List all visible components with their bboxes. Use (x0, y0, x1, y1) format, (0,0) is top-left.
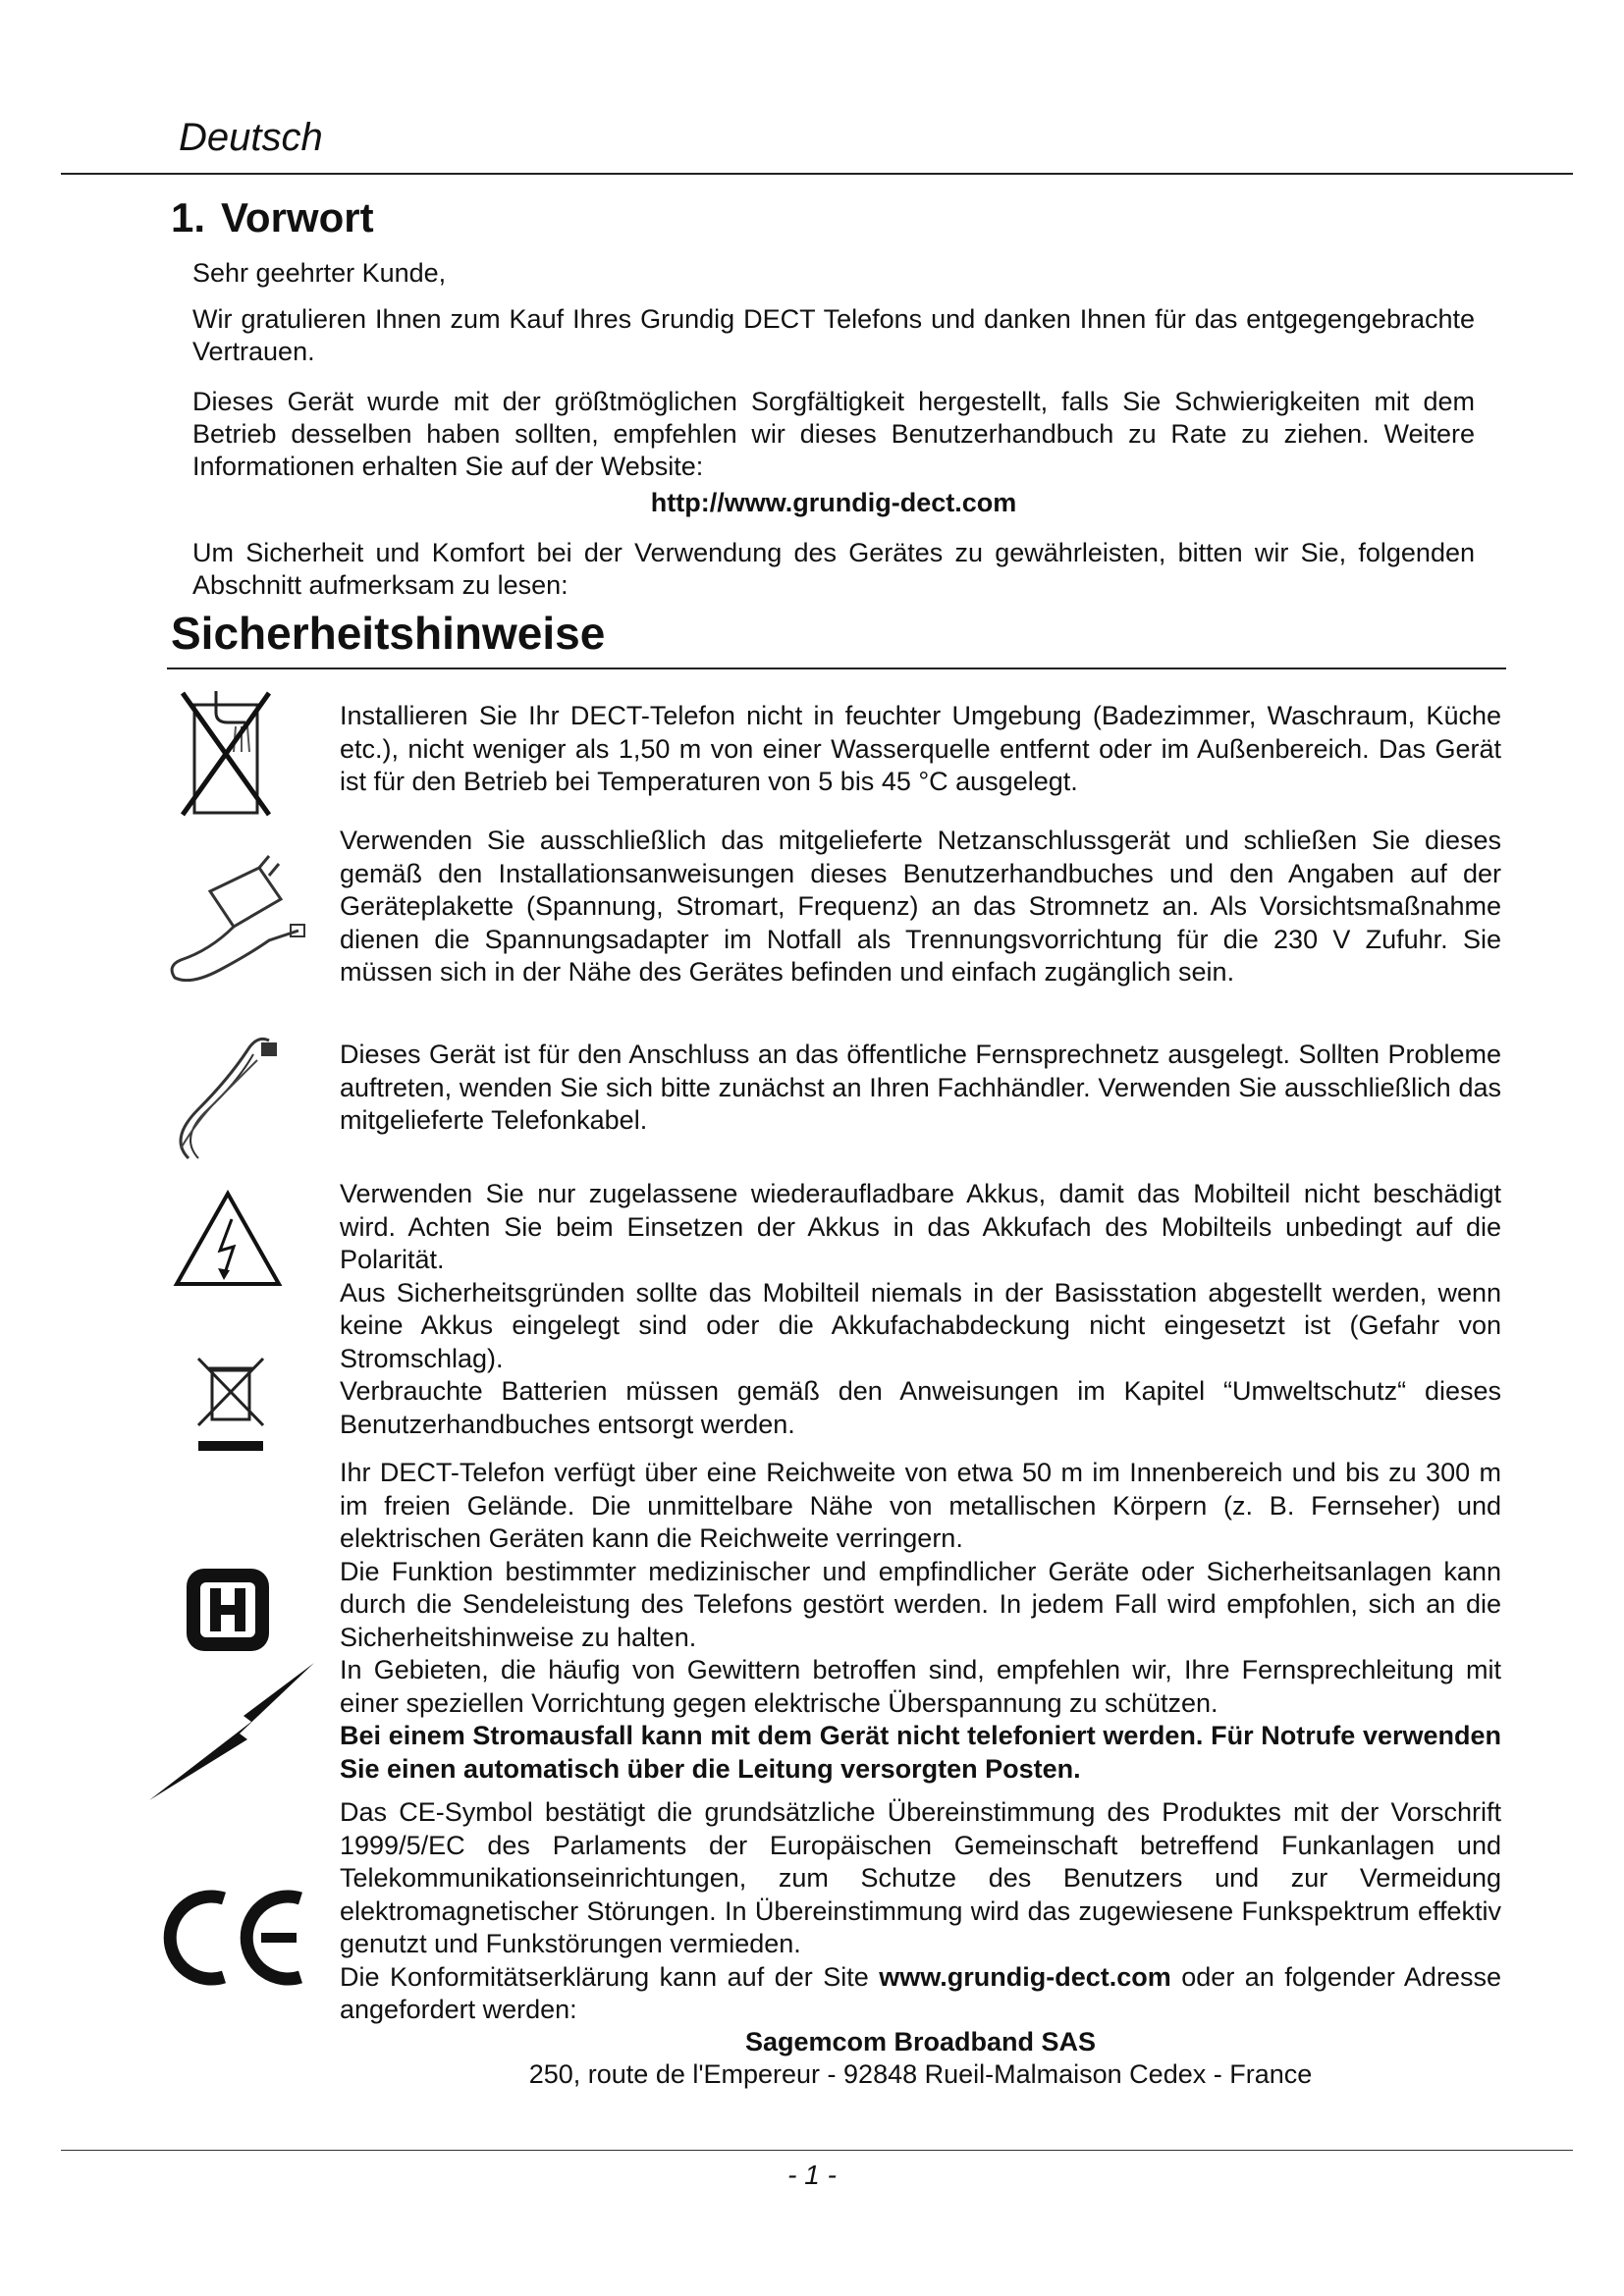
website-url: http://www.grundig-dect.com (650, 488, 1017, 517)
lightning-icon (145, 1661, 316, 1802)
chapter-heading (171, 194, 374, 241)
footer-rule (61, 2150, 1573, 2151)
company-name: Sagemcom Broadband SAS (744, 2027, 1097, 2056)
hospital-icon (185, 1567, 271, 1653)
phone-line-text: Dieses Gerät ist für den Anschluss an das öffentliche Fernsprechnetz ausgelegt. Sollten Probleme auftreten, wenden Sie sich bitte zunächst an Ihren Fachhändler. Verwenden Sie ausschließlich das mitgelieferte Telefonkabel. (340, 1040, 1501, 1135)
ce-text: Das CE-Symbol bestätigt die grundsätzliche Übereinstimmung des Produktes mit der Vorschrift 1999/5/EC des Parlaments der Europäischen Gemeinschaft betreffend Funkanlagen und Telekommunikationseinrichtungen, zum Schutze des Benutzers und zur Vermeidung elektromagnetischer Störungen. In Übereinstimmung wird das zugewiesene Funkspektrum effektiv genutzt und Funkstörungen vermieden. (340, 1797, 1501, 1958)
battery-notice (340, 1178, 1501, 1441)
no-shower-icon (177, 683, 275, 821)
header-rule (61, 173, 1573, 175)
conformity-prefix: Die Konformitätserklärung kann auf der Site (340, 1961, 869, 1992)
page-number: - 1 - (787, 2160, 837, 2190)
conformity-suffix: oder an folgender Adresse angefordert werden: (340, 1961, 1501, 2024)
power-text: Verwenden Sie ausschließlich das mitgelieferte Netzanschlussgerät und schließen Sie dieses gemäß den Installationsanweisungen dieses Benutzerhandbuches und den Angaben auf der Geräteplakette (Spannung, Stromart, Frequenz) an das Stromnetz an. Als Vorsichtsmaßnahme dienen die Spannungsadapter im Notfall als Trennungsvorrichtung für die 230 V Zufuhr. Sie müssen sich in der Nähe des Gerätes befinden und einfach zugänglich sein. (340, 826, 1501, 987)
conformity-text (340, 1961, 1501, 2027)
power-notice (340, 825, 1501, 989)
medical-text: Die Funktion bestimmter medizinischer und empfindlicher Geräte oder Sicherheitsanlagen kann durch die Sendeleistung des Telefons gestört werden. In jedem Fall wird empfohlen, sich an die Sicherheitshinweise zu halten. (340, 1556, 1501, 1652)
lightning-text: In Gebieten, die häufig von Gewittern betroffen sind, empfehlen wir, Ihre Fernsprechleitung mit einer speziellen Vorrichtung gegen elektrische Überspannung zu schützen. (340, 1655, 1501, 1718)
address-line: 250, route de l'Empereur - 92848 Rueil-Malmaison Cedex - France (528, 2059, 1313, 2089)
company-address (340, 2026, 1501, 2091)
range-text: Ihr DECT-Telefon verfügt über eine Reichweite von etwa 50 m im Innenbereich und bis zu 300 m im freien Gelände. Die unmittelbare Nähe von metallischen Körpern (z. B. Fernseher) und elektrischen Geräten kann die Reichweite verringern. (340, 1458, 1501, 1553)
electric-hazard-icon (173, 1190, 283, 1288)
disposal-text: Verbrauchte Batterien müssen gemäß den Anweisungen im Kapitel “Umweltschutz“ dieses Benutzerhandbuches entsorgt werden. (340, 1376, 1501, 1439)
ce-mark-icon (163, 1889, 310, 1987)
humidity-text: Installieren Sie Ihr DECT-Telefon nicht in feuchter Umgebung (Badezimmer, Waschraum, Küche etc.), nicht weniger als 1,50 m von einer Wasserquelle entfernt oder im Außenbereich. Das Gerät ist für den Betrieb bei Temperaturen von 5 bis 45 °C ausgelegt. (340, 701, 1501, 796)
phone-cable-icon (159, 1021, 297, 1168)
intro-paragraph-1: Wir gratulieren Ihnen zum Kauf Ihres Grundig DECT Telefons und danken Ihnen für das entgegengebrachte Vertrauen. (192, 304, 1475, 366)
range-notice (340, 1457, 1501, 1786)
intro-section (192, 257, 1475, 619)
intro-paragraph-2: Dieses Gerät wurde mit der größtmöglichen Sorgfältigkeit hergestellt, falls Sie Schwierigkeiten mit dem Betrieb desselben haben sollten, empfehlen wir dieses Benutzerhandbuch zu Rate zu ziehen. Weitere Informationen erhalten Sie auf der Website: (192, 387, 1475, 481)
safety-heading-rule (167, 667, 1506, 669)
greeting: Sehr geehrter Kunde, (192, 258, 447, 288)
batteries-text: Verwenden Sie nur zugelassene wiederaufladbare Akkus, damit das Mobilteil nicht beschädigt wird. Achten Sie beim Einsetzen der Akkus in das Akkufach des Mobilteils unbedingt auf die Polarität. (340, 1179, 1501, 1274)
conformity-site: www.grundig-dect.com (879, 1961, 1171, 1992)
humidity-notice (340, 700, 1501, 799)
power-failure-text: Bei einem Stromausfall kann mit dem Gerät nicht telefoniert werden. Für Notrufe verwenden Sie einen automatisch über die Leitung versorgten Posten. (340, 1721, 1501, 1784)
ce-notice (340, 1796, 1501, 2027)
language-label: Deutsch (179, 116, 323, 159)
crossed-bin-icon (194, 1355, 267, 1455)
safety-heading: Sicherheitshinweise (171, 608, 606, 659)
power-adapter-icon (161, 832, 308, 989)
phone-line-notice (340, 1039, 1501, 1138)
battery-safety-text: Aus Sicherheitsgründen sollte das Mobilteil niemals in der Basisstation abgestellt werden, wenn keine Akkus eingelegt sind oder die Akkufachabdeckung nicht eingesetzt ist (Gefahr von Stromschlag). (340, 1277, 1501, 1373)
chapter-number: 1. (171, 194, 206, 240)
chapter-title: Vorwort (221, 194, 374, 240)
intro-paragraph-3: Um Sicherheit und Komfort bei der Verwendung des Gerätes zu gewährleisten, bitten wir Sie, folgenden Abschnitt aufmerksam zu lesen: (192, 538, 1475, 600)
